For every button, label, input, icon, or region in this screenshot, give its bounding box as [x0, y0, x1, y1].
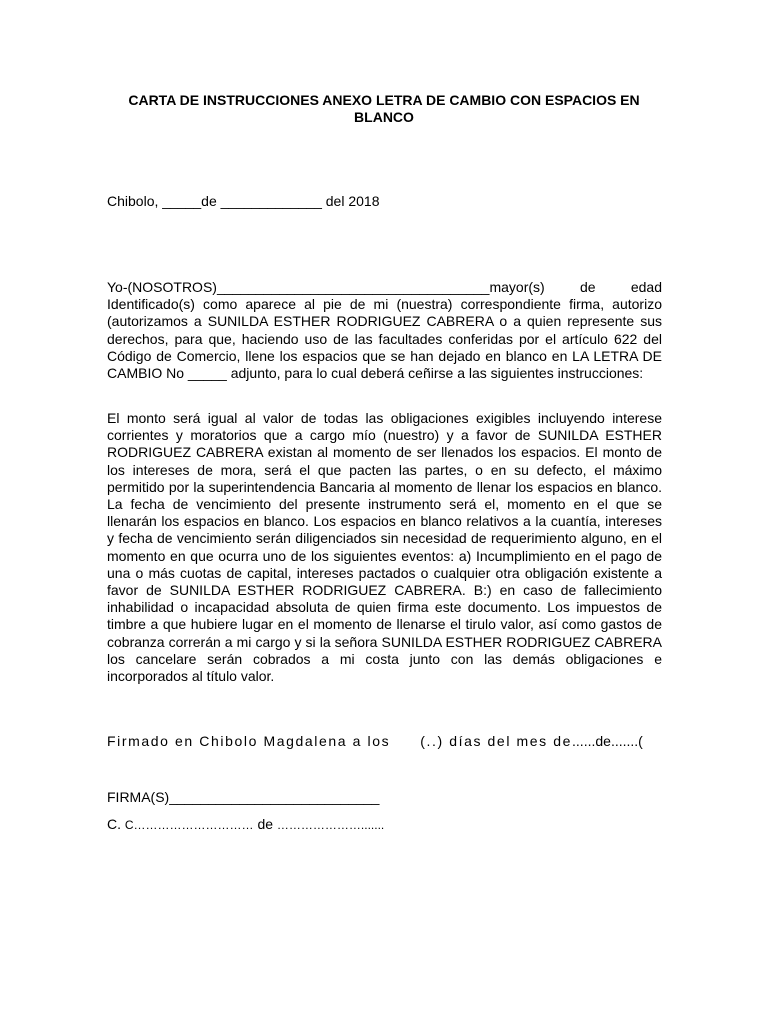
- signed-place-line: [107, 733, 643, 750]
- authorization-paragraph: Yo-(NOSOTROS)___________________________________mayor(s) de edad Identificado(s) como aparece al pie de mi (nuestra) correspondiente firma, autorizo (autorizamos a SUNILDA ESTHER RODRIGUEZ CABRERA o a quien represente sus derechos, para que, haciendo uso de las facultades conferidas por el artículo 622 del Código de Comercio, llene los espacios que se han dejado en blanco en LA LETRA DE CAMBIO No _____ adjunto, para lo cual deberá ceñirse a las siguientes instrucciones:: [107, 279, 662, 382]
- id-number-line: [107, 816, 384, 834]
- signed-dots-text: ......de.......(: [572, 733, 643, 749]
- id-number-dots: C…………………………: [124, 818, 254, 832]
- id-place-dots: ………………….......: [276, 818, 385, 832]
- date-line: Chibolo, _____de _____________ del 2018: [107, 193, 380, 209]
- instructions-paragraph: El monto será igual al valor de todas las obligaciones exigibles incluyendo interese corrientes y moratorios que a cargo mío (nuestro) y a favor de SUNILDA ESTHER RODRIGUEZ CABRERA existan al momento de ser llenados los espacios. El monto de los intereses de mora, será el que pacten las partes, o en su defecto, el máximo permitido por la superintendencia Bancaria al momento de llenar los espacios en blanco. La fecha de vencimiento del presente instrumento será el, momento en el que se llenarán los espacios en blanco. Los espacios en blanco relativos a la cuantía, intereses y fecha de vencimiento serán diligenciados sin necesidad de requerimiento alguno, en el momento en que ocurra uno de los siguientes eventos: a) Incumplimiento en el pago de una o más cuotas de capital, intereses pactados o cualquier otra obligación existente a favor de SUNILDA ESTHER RODRIGUEZ CABRERA. B:) en caso de fallecimiento inhabilidad o incapacidad absoluta de quien firma este documento. Los impuestos de timbre a que hubiere lugar en el momento de llenarse el tirulo valor, así como gastos de cobranza correrán a mi cargo y si la señora SUNILDA ESTHER RODRIGUEZ CABRERA los cancelare serán cobrados a mi costa junto con las demás obligaciones e incorporados al título valor.: [107, 410, 662, 685]
- signature-line: FIRMA(S)___________________________: [107, 789, 380, 805]
- document-title: CARTA DE INSTRUCCIONES ANEXO LETRA DE CAMBIO CON ESPACIOS EN BLANCO: [128, 92, 640, 125]
- signed-place-text: Firmado en Chibolo Magdalena a los: [107, 733, 391, 749]
- id-de-text: de: [257, 816, 274, 832]
- signed-days-text: (..) días del mes de: [420, 733, 573, 749]
- id-prefix: C.: [107, 816, 121, 832]
